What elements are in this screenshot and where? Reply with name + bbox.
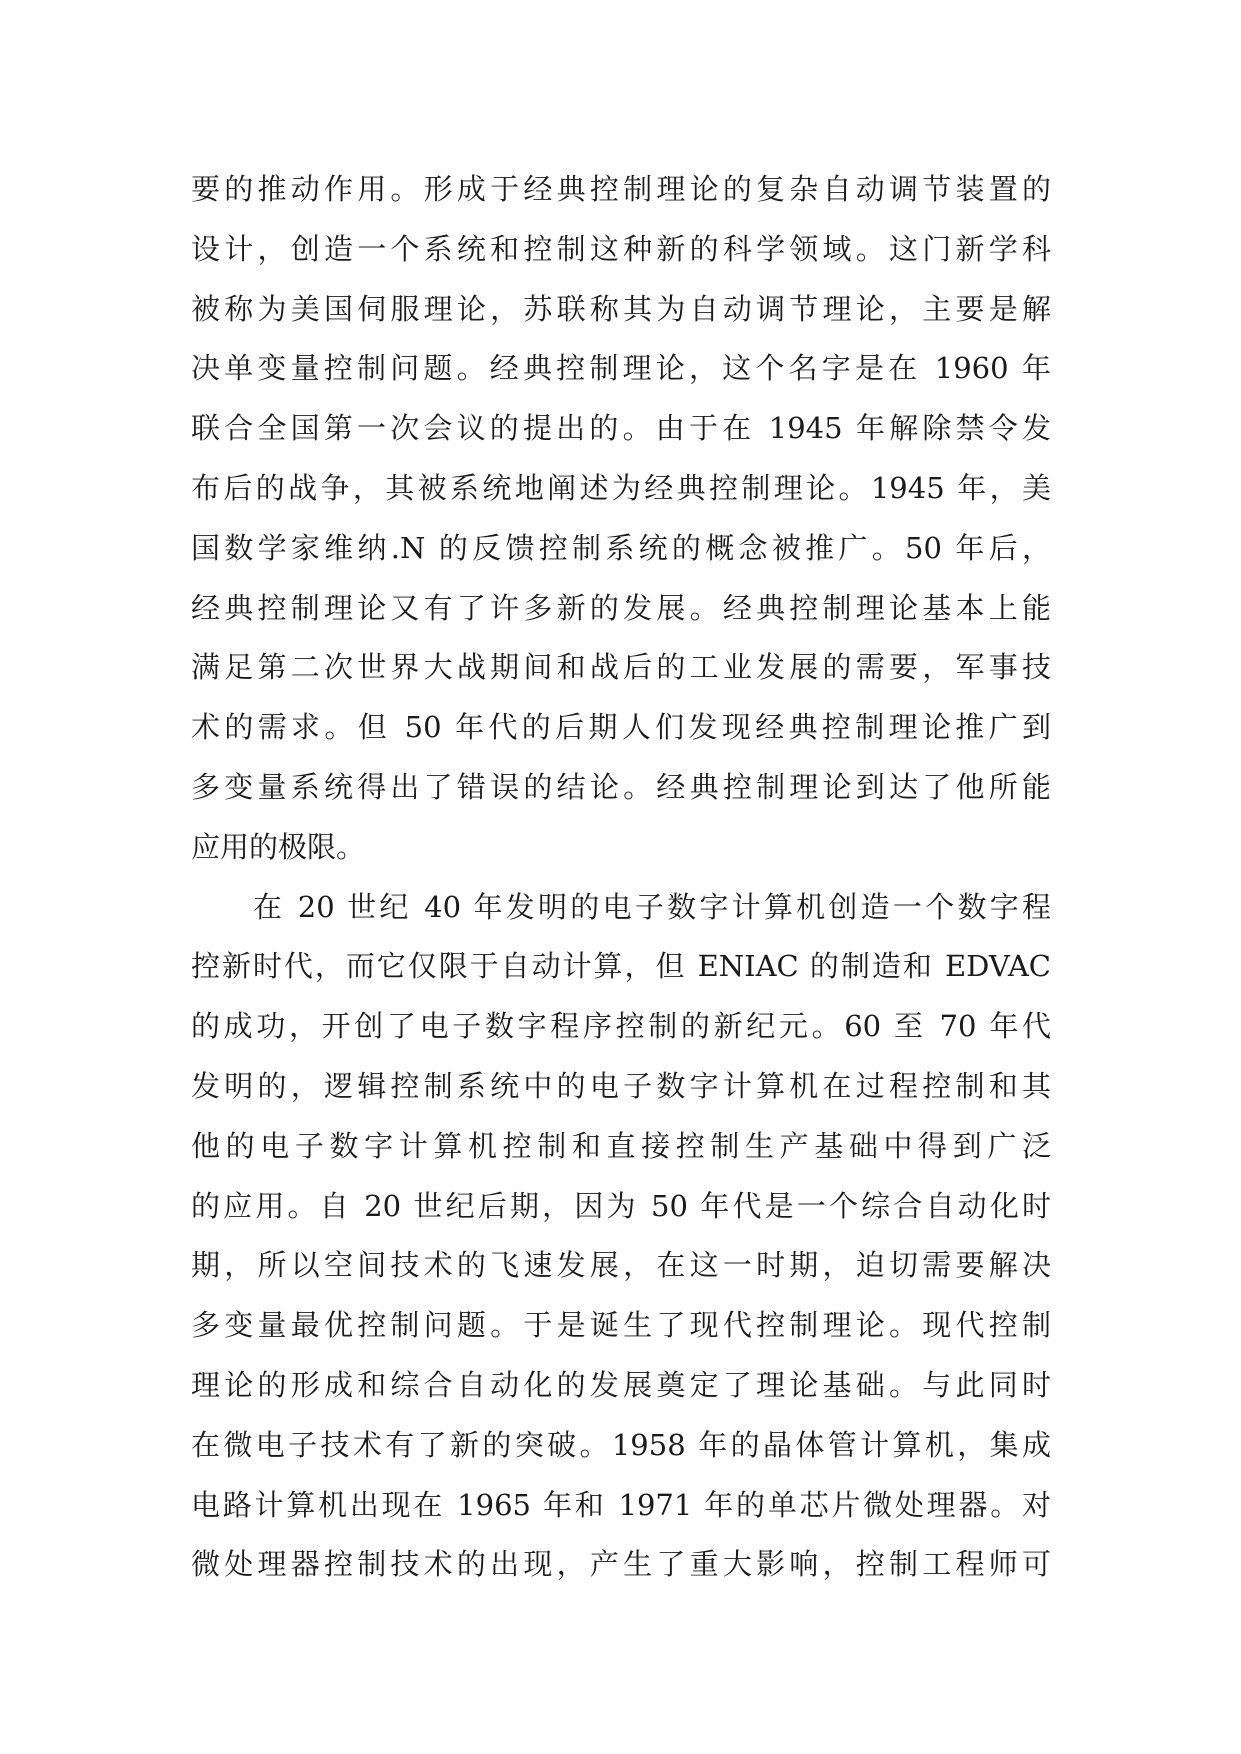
paragraph-1-line-7: 国数学家维纳.N 的反馈控制系统的概念被推广。50 年后， bbox=[191, 530, 1051, 565]
paragraph-2-line-11: 电路计算机出现在 1965 年和 1971 年的单芯片微处理器。对 bbox=[191, 1487, 1051, 1522]
paragraph-2-line-3: 的成功，开创了电子数字程序控制的新纪元。60 至 70 年代 bbox=[191, 1009, 1051, 1044]
paragraph-2-line-6: 的应用。自 20 世纪后期，因为 50 年代是一个综合自动化时 bbox=[191, 1188, 1051, 1223]
paragraph-2-line-12: 微处理器控制技术的出现，产生了重大影响，控制工程师可 bbox=[191, 1547, 1051, 1582]
paragraph-2-line-9: 理论的形成和综合自动化的发展奠定了理论基础。与此同时 bbox=[191, 1367, 1051, 1402]
body-text bbox=[191, 160, 1051, 1595]
paragraph-2-line-5: 他的电子数字计算机控制和直接控制生产基础中得到广泛 bbox=[191, 1128, 1051, 1163]
paragraph-2-line-4: 发明的，逻辑控制系统中的电子数字计算机在过程控制和其 bbox=[191, 1068, 1051, 1103]
paragraph-1-line-11: 多变量系统得出了错误的结论。经典控制理论到达了他所能 bbox=[191, 769, 1051, 804]
paragraph-1-line-10: 术的需求。但 50 年代的后期人们发现经典控制理论推广到 bbox=[191, 710, 1051, 745]
paragraph-1-line-2: 设计，创造一个系统和控制这种新的科学领域。这门新学科 bbox=[191, 231, 1051, 266]
paragraph-2-line-10: 在微电子技术有了新的突破。1958 年的晶体管计算机，集成 bbox=[191, 1427, 1051, 1462]
paragraph-1-line-5: 联合全国第一次会议的提出的。由于在 1945 年解除禁令发 bbox=[191, 411, 1051, 446]
paragraph-2-line-7: 期，所以空间技术的飞速发展，在这一时期，迫切需要解决 bbox=[191, 1248, 1051, 1283]
paragraph-1-line-12: 应用的极限。 bbox=[191, 829, 366, 864]
paragraph-2-line-1: 在 20 世纪 40 年发明的电子数字计算机创造一个数字程 bbox=[253, 889, 1051, 924]
paragraph-1-line-6: 布后的战争，其被系统地阐述为经典控制理论。1945 年，美 bbox=[191, 470, 1051, 505]
paragraph-2-line-8: 多变量最优控制问题。于是诞生了现代控制理论。现代控制 bbox=[191, 1308, 1051, 1343]
paragraph-1-line-9: 满足第二次世界大战期间和战后的工业发展的需要，军事技 bbox=[191, 650, 1051, 685]
paragraph-1-line-1: 要的推动作用。形成于经典控制理论的复杂自动调节装置的 bbox=[191, 172, 1051, 206]
paragraph-1-line-3: 被称为美国伺服理论，苏联称其为自动调节理论，主要是解 bbox=[191, 291, 1051, 326]
paragraph-1-line-4: 决单变量控制问题。经典控制理论，这个名字是在 1960 年 bbox=[191, 351, 1051, 386]
paragraph-1-line-8: 经典控制理论又有了许多新的发展。经典控制理论基本上能 bbox=[191, 590, 1051, 625]
paragraph-2-line-2: 控新时代，而它仅限于自动计算，但 ENIAC 的制造和 EDVAC bbox=[191, 949, 1051, 984]
